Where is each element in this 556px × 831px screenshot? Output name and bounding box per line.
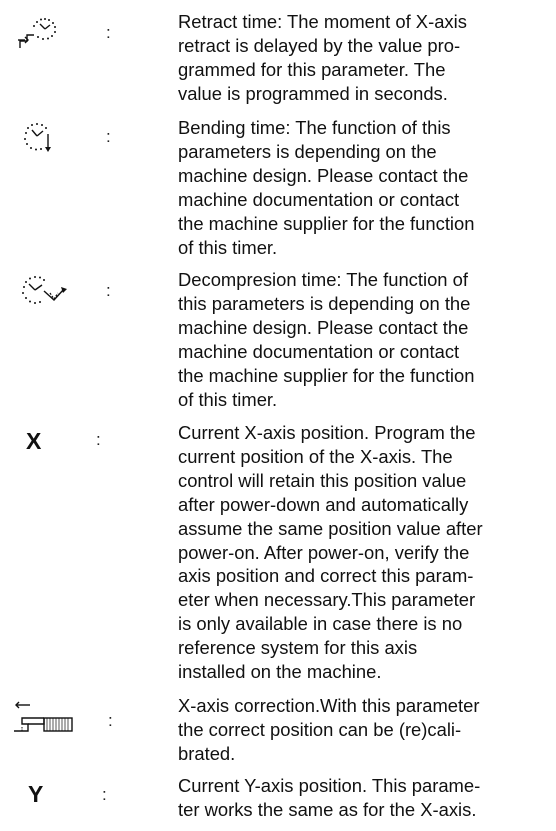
param-description: Current X-axis position. Program the current position of the X-axis. The control will retain this position value after power-down and automatically assume the same position value after power-on. After power-on, verify the axis position and correct this param- eter when necessary.This parameter is only available in case there is no reference system for this axis installed on the machine. (178, 422, 483, 683)
x-axis-symbol: X (26, 428, 42, 454)
separator-colon: : (106, 281, 111, 300)
y-axis-symbol: Y (28, 781, 44, 807)
separator-colon: : (96, 430, 101, 449)
param-description: Decompresion time: The function of this parameters is depending on the machine design. Please contact the machine documentation or contact the machine supplier for the function of this timer. (178, 269, 475, 410)
separator-colon: : (106, 23, 111, 42)
x-axis-correction-icon (14, 698, 84, 734)
bending-time-icon (14, 120, 84, 156)
retract-time-icon (14, 14, 84, 50)
separator-colon: : (108, 711, 113, 730)
param-description: Current Y-axis position. This parame- ter works the same as for the X-axis. (178, 775, 481, 820)
separator-colon: : (106, 127, 111, 146)
param-description: Bending time: The function of this parameters is depending on the machine design. Please contact the machine documentation or contact the machine supplier for the function of this timer. (178, 117, 475, 258)
separator-colon: : (102, 785, 107, 804)
param-description: Retract time: The moment of X-axis retract is delayed by the value pro- grammed for this parameter. The value is programmed in seconds. (178, 11, 467, 104)
decompression-time-icon (14, 272, 84, 308)
param-description: X-axis correction.With this parameter the correct position can be (re)cali- brated. (178, 695, 480, 764)
